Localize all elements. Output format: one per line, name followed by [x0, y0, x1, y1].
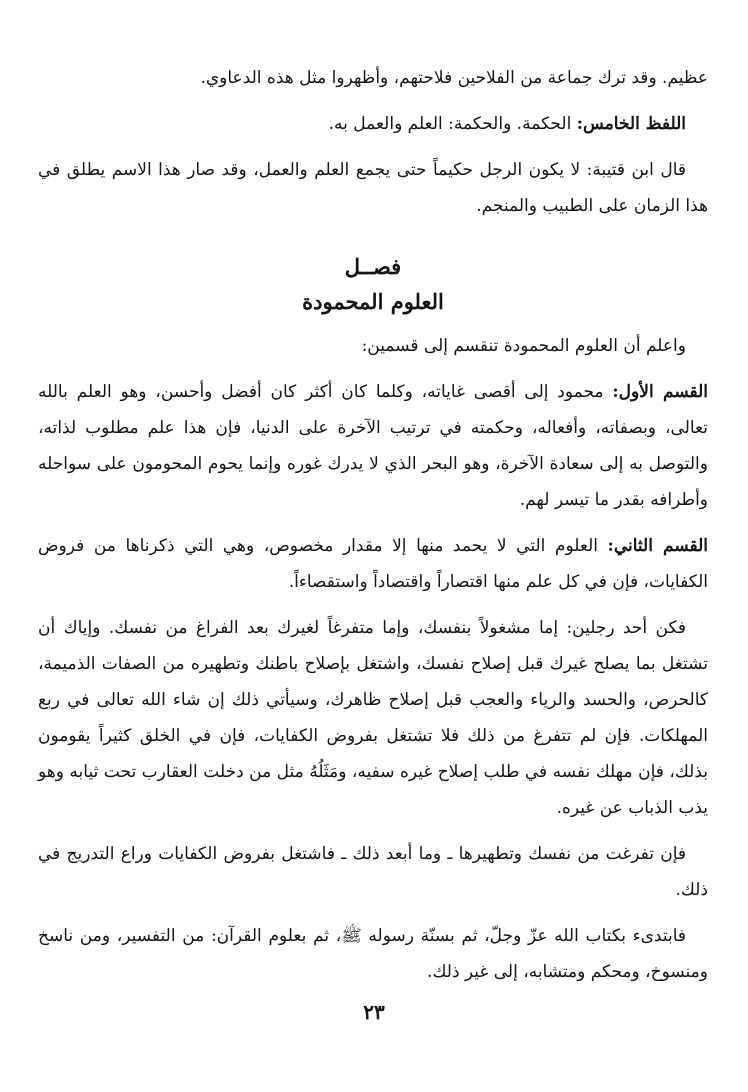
paragraph-1: عظيم. وقد ترك جماعة من الفلاحين فلاحتهم، وأظهروا مثل هذه الدعاوي.	[200, 68, 708, 88]
paragraph-5-lead: القسم الأول:	[612, 382, 708, 402]
paragraph-8: فإن تفرغت من نفسك وتطهيرها ـ وما أبعد ذلك ـ فاشتغل بفروض الكفايات وراع التدريج في ذلك.	[38, 844, 708, 900]
section-subheading: العلوم المحمودة	[302, 289, 444, 314]
paragraph-9: فابتدىء بكتاب الله عزّ وجلّ، ثم بسنّة رسوله ﷺ، ثم بعلوم القرآن: من التفسير، ومن ناسخ ومنسوخ، ومحكم ومتشابه، إلى غير ذلك.	[38, 926, 708, 982]
paragraph-4: واعلم أن العلوم المحمودة تنقسم إلى قسمين:	[361, 336, 686, 356]
paragraph-2-lead: اللفظ الخامس:	[576, 114, 686, 134]
paragraph-6-text: العلوم التي لا يحمد منها إلا مقدار مخصوص، وهي التي ذكرناها من فروض الكفايات، فإن في كل علم منها اقتصاراً واقتصاداً واستقصاءاً.	[38, 536, 708, 592]
paragraph-6-lead: القسم الثاني:	[607, 536, 708, 556]
paragraph-3: قال ابن قتيبة: لا يكون الرجل حكيماً حتى يجمع العلم والعمل، وقد صار هذا الاسم يطلق في هذا الزمان على الطبيب والمنجم.	[38, 160, 708, 216]
paragraph-5-text: محمود إلى أقصى غاياته، وكلما كان أكثر كان أفضل وأحسن، وهو العلم بالله تعالى، وبصفاته، وأفعاله، وحكمته في ترتيب الآخرة على الدنيا، فإن هذا علم مطلوب لذاته، والتوصل به إلى سعادة الآخرة، وهو البحر الذي لا يدرك غوره وإنما يحوم المحومون على سواحله وأطرافه بقدر ما تيسر لهم.	[38, 382, 708, 510]
paragraph-6	[38, 528, 708, 600]
page-body	[38, 60, 708, 1000]
paragraph-2	[38, 106, 708, 142]
page-number: ٢٣	[363, 1000, 385, 1024]
paragraph-2-text: الحكمة. والحكمة: العلم والعمل به.	[328, 114, 577, 134]
section-heading-block	[38, 250, 708, 320]
paragraph-5	[38, 374, 708, 518]
section-heading: فصــل	[344, 254, 402, 279]
paragraph-7: فكن أحد رجلين: إما مشغولاً بنفسك، وإما متفرغاً لغيرك بعد الفراغ من نفسك. وإياك أن تشتغل بما يصلح غيرك قبل إصلاح نفسك، واشتغل بإصلاح باطنك وتطهيره من الصفات الذميمة، كالحرص، والحسد والرياء والعجب قبل إصلاح ظاهرك، وسيأتي ذلك إن شاء الله تعالى في ربع المهلكات. فإن لم تتفرغ من ذلك فلا تشتغل بفروض الكفايات، فإن في الخلق كثيراً يقومون بذلك، فإن مهلك نفسه في طلب إصلاح غيره سفيه، ومَثَلُهُ مثل من دخلت العقارب تحت ثيابه وهو يذب الذباب عن غيره.	[38, 618, 708, 818]
